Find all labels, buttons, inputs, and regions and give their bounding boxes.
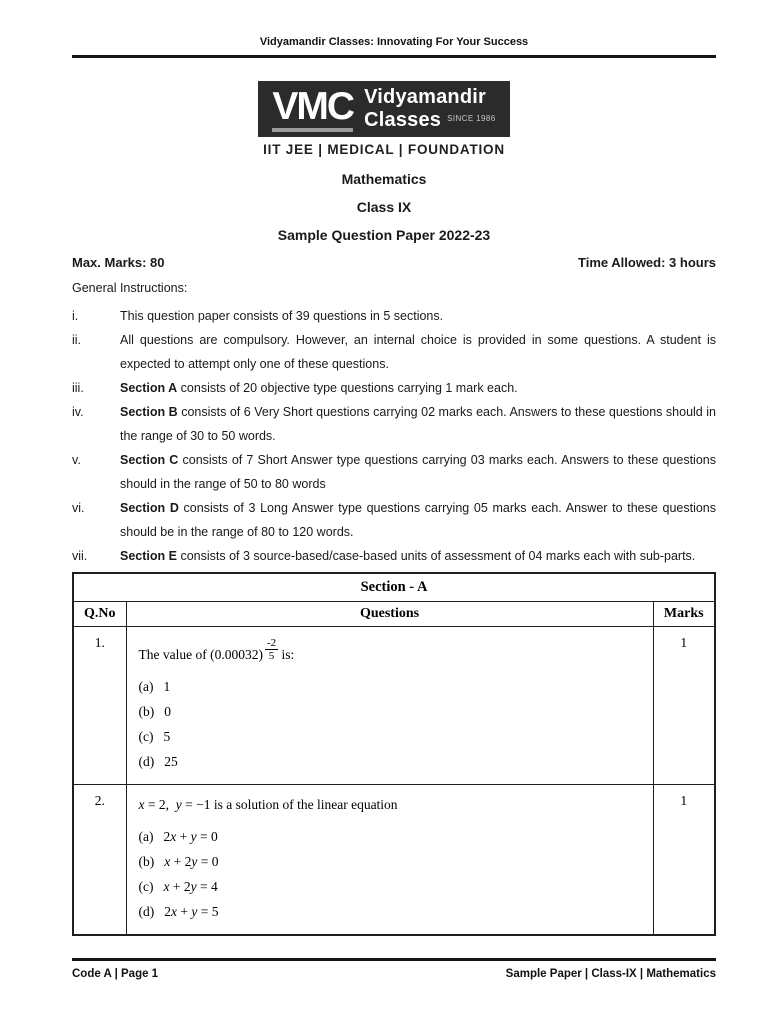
option-row	[139, 749, 643, 774]
option-text: 2x + y = 0	[163, 829, 218, 844]
option-text: 2x + y = 5	[164, 904, 219, 919]
exponent-fraction	[265, 637, 278, 662]
option-label: (b)	[138, 704, 155, 719]
instruction-body: consists of 7 Short Answer type questions carrying 03 marks each. Answers to these questions should in the range of 50 to 80 words	[120, 453, 716, 491]
question-table-wrap	[72, 572, 716, 936]
question-cell	[126, 627, 653, 785]
instruction-body: consists of 20 objective type questions carrying 1 mark each.	[177, 381, 518, 395]
question-row-1	[73, 627, 715, 785]
question-cell	[126, 785, 653, 936]
vmc-logo	[0, 81, 768, 157]
qno-cell: 2.	[73, 785, 126, 936]
instruction-numeral: iii.	[72, 381, 84, 395]
instruction-bold: Section A	[120, 381, 178, 395]
option-label: (a)	[138, 679, 154, 694]
option-label: (c)	[138, 879, 154, 894]
section-title-row	[73, 573, 715, 602]
question-row-2	[73, 785, 715, 936]
since-label: SINCE 1986	[447, 114, 496, 123]
stem-suffix: is:	[278, 647, 295, 662]
fraction-denominator: 5	[268, 650, 275, 662]
option-text: 25	[164, 754, 178, 769]
instruction-numeral: v.	[72, 453, 81, 467]
table-header-row	[73, 602, 715, 627]
instruction-item	[72, 400, 716, 448]
class-title: Class IX	[356, 199, 412, 215]
instruction-numeral: vii.	[72, 549, 88, 563]
brand-name-line2	[364, 108, 495, 131]
instruction-body: This question paper consists of 39 questions in 5 sections.	[120, 309, 444, 323]
paper-title: Sample Question Paper 2022-23	[277, 227, 491, 243]
vmc-monogram-wrap	[272, 84, 354, 132]
question-stem	[139, 637, 643, 665]
logo-tagline: IIT JEE | MEDICAL | FOUNDATION	[263, 142, 505, 157]
option-label: (d)	[138, 754, 155, 769]
option-row	[139, 824, 643, 849]
instruction-numeral: iv.	[72, 405, 84, 419]
instruction-numeral: ii.	[72, 333, 82, 347]
column-header-marks: Marks	[653, 602, 715, 627]
marks-cell: 1	[653, 785, 715, 936]
option-text: 5	[163, 729, 171, 744]
instruction-body: consists of 3 Long Answer type questions carrying 05 marks each. Answer to these questions should be in the range of 80 to 120 words.	[120, 501, 716, 539]
fraction-numerator: -2	[266, 637, 277, 649]
instruction-item	[72, 448, 716, 496]
vmc-monogram-underline	[272, 128, 353, 132]
option-row	[139, 724, 643, 749]
instruction-item	[72, 328, 716, 376]
option-text: 1	[163, 679, 171, 694]
option-row	[139, 874, 643, 899]
column-header-questions: Questions	[126, 602, 653, 627]
vmc-logo-box	[258, 81, 509, 137]
instruction-item	[72, 496, 716, 544]
option-row	[139, 899, 643, 924]
qno-cell: 1.	[73, 627, 126, 785]
instruction-body: All questions are compulsory. However, an internal choice is provided in some questions. A student is expected to attempt only one of these questions.	[120, 333, 716, 371]
vmc-monogram: VMC	[272, 84, 354, 128]
instruction-text	[120, 376, 716, 400]
instruction-item	[72, 544, 716, 568]
column-header-qno: Q.No	[73, 602, 126, 627]
stem-base: (0.00032)	[210, 647, 263, 662]
footer-left: Code A | Page 1	[72, 968, 159, 980]
header-title: Vidyamandir Classes: Innovating For Your Success	[259, 36, 529, 48]
brand-name-line2-text: Classes	[364, 109, 442, 131]
option-text: 0	[164, 704, 171, 719]
instructions-heading: General Instructions:	[72, 281, 188, 295]
page-header	[0, 0, 768, 58]
instruction-numeral: i.	[72, 309, 79, 323]
option-row	[139, 674, 643, 699]
footer-row	[72, 968, 716, 980]
footer-rule	[72, 958, 716, 961]
instruction-text	[120, 304, 716, 328]
section-title-cell: Section - A	[73, 573, 715, 602]
option-text: x + 2y = 0	[164, 854, 219, 869]
instruction-bold: Section C	[120, 453, 179, 467]
stem-prefix: The value of	[138, 647, 211, 662]
brand-name-line1: Vidyamandir	[364, 86, 486, 108]
option-label: (a)	[138, 829, 154, 844]
options-list	[139, 824, 643, 924]
instruction-item	[72, 376, 716, 400]
question-table	[72, 572, 716, 936]
instruction-bold: Section E	[120, 549, 177, 563]
max-marks-label: Max. Marks: 80	[72, 255, 165, 270]
instruction-text	[120, 448, 716, 496]
instruction-body: consists of 6 Very Short questions carrying 02 marks each. Answers to these questions should in the range of 30 to 50 words.	[120, 405, 716, 443]
marks-time-row	[72, 255, 716, 270]
option-text: x + 2y = 4	[163, 879, 218, 894]
title-block	[0, 171, 768, 243]
instruction-numeral: vi.	[72, 501, 85, 515]
option-label: (c)	[138, 729, 154, 744]
instruction-body: consists of 3 source-based/case-based units of assessment of 04 marks each with sub-parts.	[176, 549, 696, 563]
subject-title: Mathematics	[341, 171, 427, 187]
footer-right: Sample Paper | Class-IX | Mathematics	[505, 968, 716, 980]
instruction-text	[120, 328, 716, 376]
instruction-bold: Section D	[120, 501, 179, 515]
question-stem: x = 2, y = −1 is a solution of the linear equation	[138, 797, 398, 812]
option-row	[139, 699, 643, 724]
page-footer	[0, 958, 768, 1024]
instruction-item	[72, 304, 716, 328]
option-row	[139, 849, 643, 874]
option-label: (b)	[138, 854, 155, 869]
instructions-list	[72, 304, 716, 568]
brand-name	[364, 87, 495, 131]
option-label: (d)	[138, 904, 155, 919]
instruction-text	[120, 400, 716, 448]
marks-cell: 1	[653, 627, 715, 785]
instruction-bold: Section B	[120, 405, 178, 419]
instruction-text	[120, 496, 716, 544]
instruction-text	[120, 544, 716, 568]
header-rule	[72, 55, 716, 58]
options-list	[139, 674, 643, 774]
time-allowed-label: Time Allowed: 3 hours	[578, 255, 716, 270]
